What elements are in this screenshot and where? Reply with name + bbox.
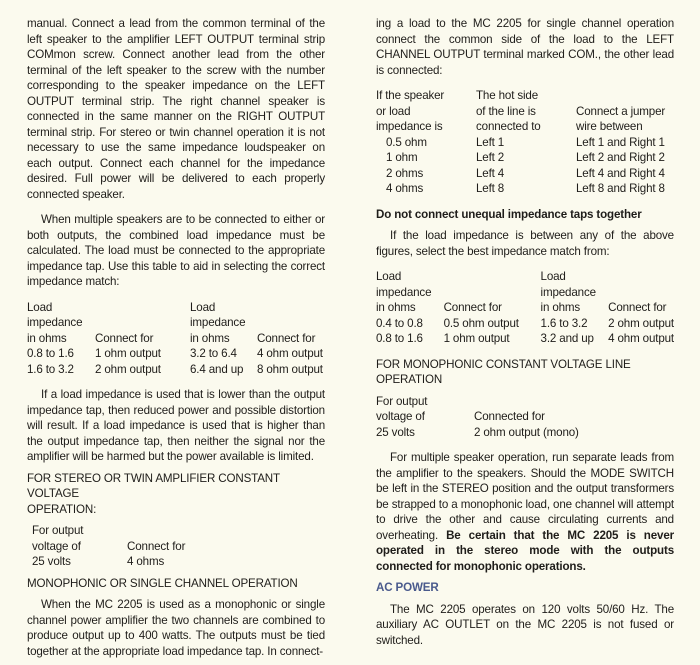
- table-cell: 4 ohms: [127, 555, 165, 568]
- table-header: Connect a jumper: [576, 104, 666, 118]
- table-cell: 8 ohm output: [257, 362, 323, 376]
- paragraph-multiple-speaker-operation: [376, 450, 674, 574]
- stereo-mode-warning: Be certain that the MC 2205 is never operated in the stereo mode with the outputs connected for monophonic operations.: [376, 528, 674, 573]
- heading-stereo-constant-voltage: [27, 471, 325, 518]
- right-column: [376, 16, 674, 648]
- table-header: in ohms: [376, 301, 416, 314]
- table-row: [376, 135, 665, 151]
- table-cell: 6.4 and up: [190, 362, 244, 376]
- heading-monophonic: MONOPHONIC OR SINGLE CHANNEL OPERATION: [27, 576, 298, 590]
- paragraph-multiple-speakers: When multiple speakers are to be connected to either or both outputs, the combined load impedance must be calculated. The load must be connected to the appropriate impedance tap. Use this table to aid in selecting the correct impedance match:: [27, 213, 325, 288]
- paragraph-ac-power: The MC 2205 operates on 120 volts 50/60 Hz. The auxiliary AC OUTLET on the MC 2205 is not fused or switched.: [376, 602, 674, 647]
- table-cell: 25 volts: [32, 555, 71, 568]
- impedance-table-mono: [376, 269, 674, 347]
- table-header: wire between: [576, 120, 643, 133]
- table-header: Connect for: [257, 331, 316, 345]
- table-cell: 3.2 and up: [540, 332, 594, 345]
- table-cell: 4 ohm output: [257, 347, 323, 360]
- table-cell: 1 ohm: [386, 151, 418, 164]
- table-cell: 3.2 to 6.4: [190, 347, 237, 360]
- table-header: Load: [376, 270, 402, 283]
- heading-line: FOR STEREO OR TWIN AMPLIFIER CONSTANT VOLTAGE: [27, 471, 280, 500]
- table-header: The hot side: [476, 89, 539, 102]
- constant-voltage-table-mono: [376, 394, 579, 441]
- heading-line: OPERATION:: [27, 502, 97, 516]
- paragraph-single-channel-connect: ing a load to the MC 2205 for single channel operation connect the common side of the load to the LEFT CHANNEL OUTPUT terminal marked COM., the other lead is connected:: [376, 17, 674, 77]
- table-cell: Left 1 and Right 1: [576, 135, 665, 149]
- table-cell: 0.5 ohm output: [443, 316, 519, 330]
- table-header: in ohms: [27, 331, 67, 345]
- left-column: [27, 16, 325, 659]
- table-header: For output: [376, 394, 428, 408]
- table-cell: Left 4 and Right 4: [576, 166, 665, 180]
- table-row: [376, 181, 665, 197]
- table-cell: Left 4: [476, 166, 505, 180]
- table-header: Load: [27, 300, 53, 314]
- warning-unequal-taps: Do not connect unequal impedance taps together: [376, 207, 642, 221]
- paragraph-best-match: If the load impedance is between any of the above figures, select the best impedance match from:: [376, 229, 674, 258]
- table-row: [376, 166, 665, 182]
- paragraph-load-impedance-effects: If a load impedance is used that is lower than the output impedance tap, then reduced power and possible distortion will result. If a load impedance is used that is higher than the output impedance tap, then neither the signal nor the amplifier will be harmed but the power available is limited.: [27, 388, 325, 463]
- table-cell: 4 ohm output: [608, 332, 674, 345]
- table-cell: 25 volts: [376, 425, 415, 439]
- heading-ac-power: AC POWER: [376, 581, 439, 594]
- table-header: voltage of: [32, 539, 81, 553]
- jumper-table: [376, 88, 665, 197]
- table-cell: 2 ohms: [386, 166, 424, 180]
- table-header: of the line is: [476, 104, 536, 118]
- heading-line: FOR MONOPHONIC CONSTANT VOLTAGE LINE: [376, 357, 631, 371]
- paragraph-monophonic: When the MC 2205 is used as a monophonic or single channel power amplifier the two channels are combined to produce output up to 400 watts. The outputs must be tied together at the appropriate load impedance tap. In connect-: [27, 598, 325, 658]
- table-header: voltage of: [376, 410, 425, 423]
- table-header: impedance is: [376, 120, 443, 133]
- table-cell: Left 2: [476, 151, 505, 164]
- table-row: [376, 425, 579, 441]
- table-cell: 0.8 to 1.6: [27, 347, 74, 360]
- heading-mono-constant-voltage: [376, 357, 674, 388]
- table-row: [376, 150, 665, 166]
- table-cell: 0.4 to 0.8: [376, 316, 423, 330]
- table-header: Connect for: [608, 301, 667, 314]
- table-row: [32, 554, 185, 570]
- table-header: impedance: [540, 285, 596, 299]
- table-row: [376, 331, 674, 347]
- table-header: in ohms: [190, 331, 230, 345]
- table-header: Connect for: [95, 331, 154, 345]
- table-header: Connect for: [443, 301, 502, 314]
- paragraph-connect-lead: manual. Connect a lead from the common terminal of the left speaker to the amplifier LEFT OUTPUT terminal strip COMmon screw. Connect another lead from the other terminal of the left speaker to the screw with the number corresponding to the speaker impedance on the LEFT OUTPUT terminal strip. The right channel speaker is connected in the same manner on the RIGHT OUTPUT terminal strip. For stereo or twin channel operation it is not necessary to use the same impedance loudspeaker on each output. Connect each channel for the impedance desired. Full power will be delivered to each properly connected speaker.: [27, 17, 325, 201]
- table-cell: 1.6 to 3.2: [540, 316, 588, 330]
- table-header: If the speaker: [376, 89, 445, 102]
- table-cell: 1.6 to 3.2: [27, 362, 74, 376]
- table-header: For output: [32, 524, 84, 537]
- table-row: [27, 346, 323, 362]
- table-header: Connected for: [474, 410, 545, 423]
- table-row: [376, 316, 674, 332]
- table-header: impedance: [376, 285, 432, 299]
- table-cell: 2 ohm output: [95, 362, 161, 376]
- table-cell: 1 ohm output: [95, 347, 161, 360]
- table-cell: 2 ohm output (mono): [474, 425, 579, 439]
- table-cell: 1 ohm output: [443, 332, 510, 345]
- table-header: connected to: [476, 120, 541, 133]
- table-header: in ohms: [540, 301, 581, 314]
- table-header: Load: [190, 300, 216, 314]
- impedance-table-stereo: [27, 300, 323, 378]
- table-header: or load: [376, 104, 411, 118]
- table-cell: 0.8 to 1.6: [376, 332, 423, 345]
- table-cell: Left 1: [476, 135, 505, 149]
- table-cell: 4 ohms: [386, 182, 424, 195]
- paragraph-text: For multiple speaker operation, run separate leads from the amplifier to the speakers. Should the MODE SWITCH be left in the STEREO position and the output transformers be strapped to a monophonic load, one channel will attempt to drive the other and cause circulating currents and overheating.: [376, 451, 674, 542]
- table-cell: Left 8: [476, 182, 505, 195]
- table-header: impedance: [27, 316, 83, 329]
- table-cell: 0.5 ohm: [386, 135, 427, 149]
- table-header: Load: [540, 270, 566, 283]
- table-cell: Left 8 and Right 8: [576, 182, 665, 195]
- table-header: Connect for: [127, 539, 186, 553]
- heading-line: OPERATION: [376, 373, 443, 386]
- table-row: [27, 362, 323, 378]
- table-cell: 2 ohm output: [608, 316, 674, 330]
- constant-voltage-table-stereo: [32, 523, 185, 570]
- table-cell: Left 2 and Right 2: [576, 151, 665, 164]
- table-header: impedance: [190, 316, 246, 329]
